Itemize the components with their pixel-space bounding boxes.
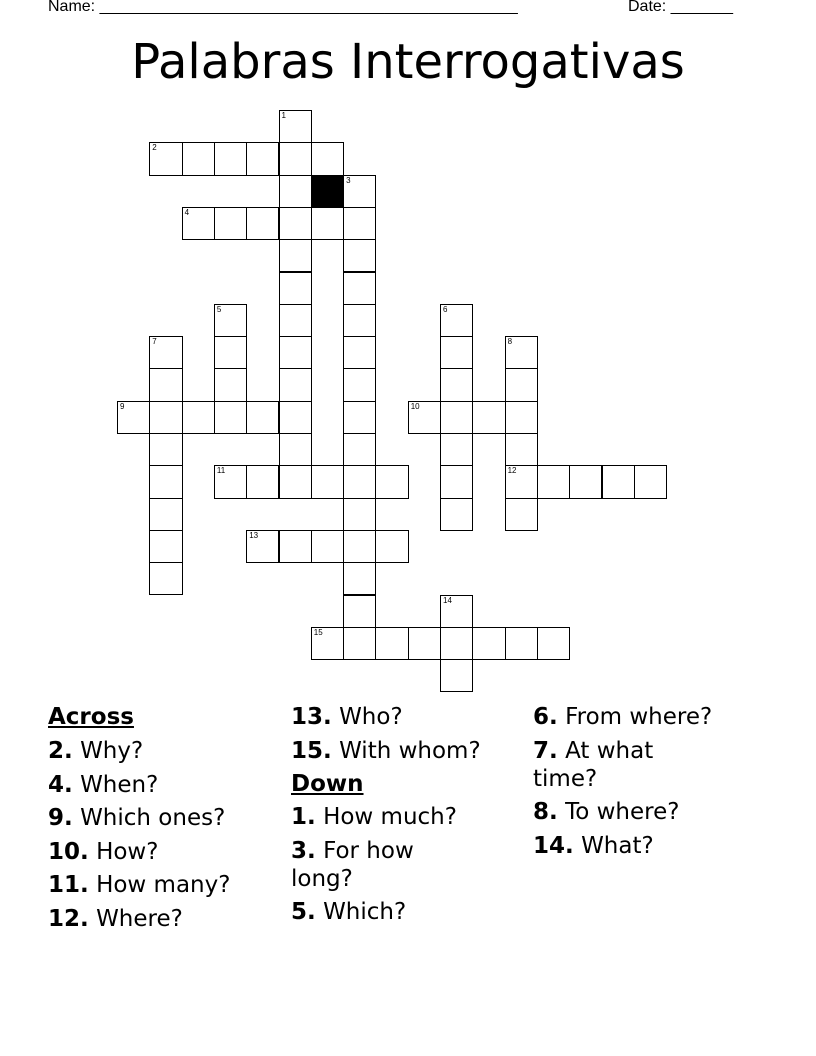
- grid-cell[interactable]: [537, 627, 570, 660]
- clue-number-label: 9: [120, 401, 125, 411]
- clue-text: How many?: [96, 872, 231, 898]
- grid-cell[interactable]: [149, 368, 182, 401]
- grid-cell[interactable]: [246, 465, 279, 498]
- clue-number-label: 7: [152, 337, 157, 347]
- clue-down-3: [291, 837, 451, 893]
- grid-cell[interactable]: [279, 401, 312, 434]
- grid-cell[interactable]: [343, 530, 376, 563]
- clue-down-1: [291, 803, 521, 831]
- clue-across-15: [291, 737, 521, 765]
- clue-number-label: 5: [216, 304, 222, 314]
- clue-number: 4.: [48, 771, 73, 798]
- clue-text: At what time?: [533, 737, 654, 792]
- clue-number: 6.: [533, 704, 558, 730]
- clue-number: 15.: [291, 737, 332, 764]
- grid-cell[interactable]: [602, 465, 635, 498]
- grid-cell[interactable]: [246, 207, 279, 240]
- grid-cell[interactable]: [279, 175, 312, 208]
- clue-down-14: [533, 832, 753, 860]
- grid-cell[interactable]: [279, 272, 312, 305]
- clue-text: When?: [80, 771, 159, 798]
- grid-cell[interactable]: [634, 465, 667, 498]
- clue-text: To where?: [565, 799, 680, 825]
- grid-cell[interactable]: [246, 530, 279, 563]
- clue-down-8: [533, 798, 753, 826]
- grid-cell[interactable]: [505, 336, 538, 369]
- clue-number-label: 4: [184, 207, 190, 217]
- grid-cell[interactable]: [214, 207, 247, 240]
- grid-cell[interactable]: [311, 142, 344, 175]
- clue-text: Which?: [323, 899, 407, 925]
- grid-cell[interactable]: [440, 368, 473, 401]
- grid-cell[interactable]: [440, 498, 473, 531]
- clue-number: 3.: [291, 837, 316, 864]
- clue-number: 2.: [48, 738, 73, 764]
- grid-cell[interactable]: [343, 304, 376, 337]
- grid-cell[interactable]: [440, 401, 473, 434]
- grid-cell[interactable]: [440, 659, 473, 692]
- clue-column-3: [533, 703, 753, 865]
- clue-number-label: 15: [313, 627, 323, 637]
- grid-cell[interactable]: [149, 498, 182, 531]
- grid-cell[interactable]: [182, 401, 215, 434]
- grid-cell[interactable]: [343, 336, 376, 369]
- grid-cell[interactable]: [505, 465, 538, 498]
- grid-cell[interactable]: [149, 433, 182, 466]
- down-heading: Down: [291, 771, 364, 797]
- name-field[interactable]: Name: _______________________________________________: [48, 0, 518, 15]
- grid-cell[interactable]: [375, 465, 408, 498]
- clue-down-7: [533, 737, 693, 793]
- grid-cell[interactable]: [343, 465, 376, 498]
- grid-cell[interactable]: [117, 401, 150, 434]
- grid-cell[interactable]: [440, 433, 473, 466]
- clue-text: Which ones?: [80, 805, 226, 831]
- clue-number: 12.: [48, 905, 89, 932]
- clue-number-label: 2: [152, 143, 157, 153]
- clue-across-4: [48, 771, 288, 799]
- grid-cell[interactable]: [505, 498, 538, 531]
- grid-cell[interactable]: [149, 401, 182, 434]
- grid-cell[interactable]: [311, 627, 344, 660]
- grid-cell[interactable]: [375, 627, 408, 660]
- grid-cell[interactable]: [440, 627, 473, 660]
- clue-number: 13.: [291, 704, 332, 730]
- grid-cell[interactable]: [246, 401, 279, 434]
- clue-text: How?: [96, 838, 159, 865]
- black-square: [311, 175, 344, 208]
- clue-down-6: [533, 703, 753, 731]
- grid-cell[interactable]: [149, 336, 182, 369]
- grid-cell[interactable]: [279, 304, 312, 337]
- grid-cell[interactable]: [343, 175, 376, 208]
- clue-text: Who?: [339, 704, 403, 730]
- clue-number-label: 12: [507, 466, 517, 476]
- grid-cell[interactable]: [375, 530, 408, 563]
- grid-cell[interactable]: [279, 336, 312, 369]
- clue-text: From where?: [565, 704, 713, 730]
- grid-cell[interactable]: [440, 465, 473, 498]
- clue-text: Where?: [96, 905, 183, 932]
- clue-across-10: [48, 838, 288, 866]
- grid-cell[interactable]: [311, 530, 344, 563]
- grid-cell[interactable]: [440, 304, 473, 337]
- clue-number: 14.: [533, 832, 574, 859]
- clue-number: 8.: [533, 799, 558, 825]
- grid-cell[interactable]: [279, 142, 312, 175]
- clue-across-9: [48, 804, 288, 832]
- clue-text: How much?: [323, 804, 457, 830]
- clue-across-2: [48, 737, 288, 765]
- grid-cell[interactable]: [279, 465, 312, 498]
- grid-cell[interactable]: [149, 562, 182, 595]
- grid-cell[interactable]: [343, 562, 376, 595]
- grid-cell[interactable]: [149, 465, 182, 498]
- grid-cell[interactable]: [311, 207, 344, 240]
- grid-cell[interactable]: [343, 239, 376, 272]
- clue-text: Why?: [80, 738, 144, 764]
- grid-cell[interactable]: [182, 142, 215, 175]
- clue-number-label: 14: [443, 595, 452, 605]
- clue-number-label: 8: [507, 337, 513, 347]
- clue-across-13: [291, 703, 521, 731]
- clue-number-label: 13: [249, 530, 259, 540]
- grid-cell[interactable]: [343, 595, 376, 628]
- clue-text: What?: [581, 832, 654, 859]
- grid-cell[interactable]: [214, 304, 247, 337]
- grid-cell[interactable]: [472, 401, 505, 434]
- grid-cell[interactable]: [214, 368, 247, 401]
- grid-cell[interactable]: [505, 627, 538, 660]
- grid-cell[interactable]: [279, 207, 312, 240]
- grid-cell[interactable]: [505, 433, 538, 466]
- grid-cell[interactable]: [343, 272, 376, 305]
- clue-number: 11.: [48, 872, 89, 898]
- grid-cell[interactable]: [214, 336, 247, 369]
- grid-cell[interactable]: [343, 207, 376, 240]
- grid-cell[interactable]: [472, 627, 505, 660]
- grid-cell[interactable]: [311, 465, 344, 498]
- grid-cell[interactable]: [569, 465, 602, 498]
- clue-number: 7.: [533, 737, 558, 764]
- clue-number: 1.: [291, 804, 316, 830]
- grid-cell[interactable]: [182, 207, 215, 240]
- grid-cell[interactable]: [279, 433, 312, 466]
- clue-number-label: 11: [216, 466, 226, 476]
- grid-cell[interactable]: [408, 627, 441, 660]
- page-title: Palabras Interrogativas: [131, 34, 685, 90]
- grid-cell[interactable]: [505, 368, 538, 401]
- grid-cell[interactable]: [537, 465, 570, 498]
- clue-column-2: [291, 703, 521, 932]
- grid-cell[interactable]: [279, 368, 312, 401]
- grid-cell[interactable]: [408, 401, 441, 434]
- grid-cell[interactable]: [440, 336, 473, 369]
- grid-cell[interactable]: [279, 530, 312, 563]
- date-field[interactable]: Date: _______: [628, 0, 733, 15]
- clue-number-label: 10: [410, 401, 420, 411]
- clue-number-label: 6: [443, 304, 448, 314]
- grid-cell[interactable]: [343, 498, 376, 531]
- clue-number: 9.: [48, 805, 73, 831]
- clue-number-label: 1: [281, 111, 286, 120]
- grid-cell[interactable]: [505, 401, 538, 434]
- grid-cell[interactable]: [149, 142, 182, 175]
- grid-cell[interactable]: [343, 433, 376, 466]
- grid-cell[interactable]: [214, 465, 247, 498]
- across-heading: Across: [48, 704, 134, 730]
- grid-cell[interactable]: [149, 530, 182, 563]
- clue-column-1: [48, 703, 288, 938]
- clue-across-12: [48, 905, 288, 933]
- clue-number: 10.: [48, 838, 89, 865]
- grid-cell[interactable]: [279, 239, 312, 272]
- clue-number-label: 3: [346, 175, 351, 185]
- grid-cell[interactable]: [440, 595, 473, 628]
- clue-number: 5.: [291, 899, 316, 925]
- clue-down-5: [291, 898, 521, 926]
- grid-cell[interactable]: [343, 627, 376, 660]
- clue-text: With whom?: [339, 737, 481, 764]
- grid-cell[interactable]: [279, 110, 312, 143]
- grid-cell[interactable]: [343, 401, 376, 434]
- clue-across-11: [48, 871, 288, 899]
- grid-cell[interactable]: [246, 142, 279, 175]
- grid-cell[interactable]: [214, 142, 247, 175]
- grid-cell[interactable]: [214, 401, 247, 434]
- clue-text: For how long?: [291, 837, 414, 892]
- grid-cell[interactable]: [343, 368, 376, 401]
